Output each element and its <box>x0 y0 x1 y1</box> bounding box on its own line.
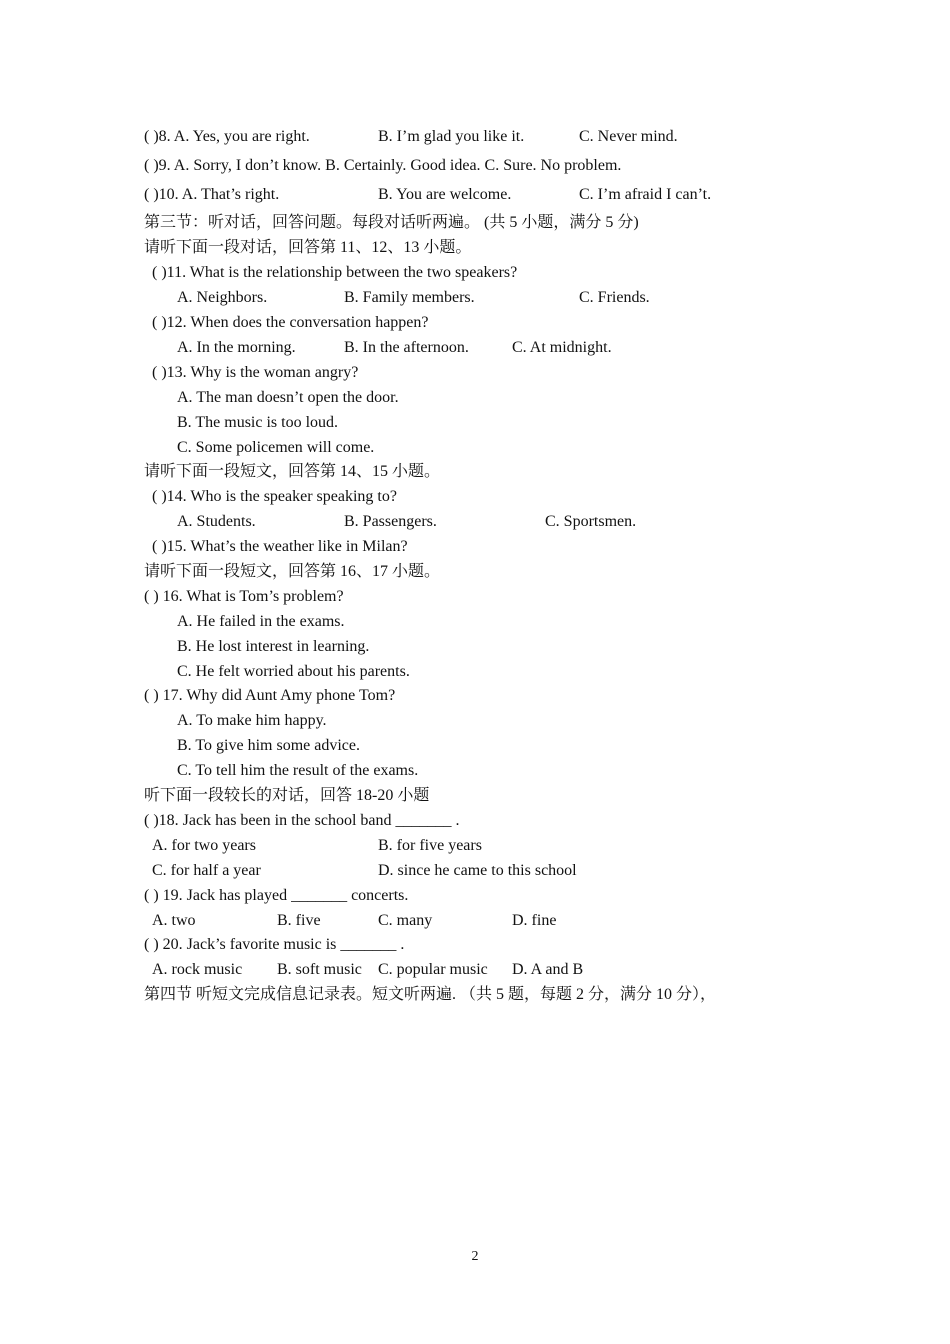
q9-line: ( )9. A. Sorry, I don’t know. B. Certainly. Good idea. C. Sure. No problem. <box>144 157 622 174</box>
q16-option-b: B. He lost interest in learning. <box>177 638 370 655</box>
q14-option-a: A. Students. <box>177 513 256 530</box>
q11-option-c: C. Friends. <box>579 289 650 306</box>
q17-option-c: C. To tell him the result of the exams. <box>177 762 419 779</box>
page-number: 2 <box>471 1249 479 1264</box>
q10-option-b: B. You are welcome. <box>378 186 512 203</box>
q19-option-a: A. two <box>152 912 196 929</box>
q8-option-c: C. Never mind. <box>579 128 678 145</box>
q18-option-d: D. since he came to this school <box>378 862 577 879</box>
q11-option-b: B. Family members. <box>344 289 475 306</box>
q12-stem: ( )12. When does the conversation happen? <box>152 314 429 331</box>
section4-header: 第四节 听短文完成信息记录表。短文听两遍. （共 5 题，每题 2 分，满分 10 分）， <box>144 986 717 1003</box>
section3-header: 第三节：听对话，回答问题。每段对话听两遍。 (共 5 小题，满分 5 分) <box>144 214 639 231</box>
q19-option-d: D. fine <box>512 912 557 929</box>
dialogue1-intro: 请听下面一段对话，回答第 11、12、13 小题。 <box>144 239 472 256</box>
q16-option-a: A. He failed in the exams. <box>177 613 345 630</box>
q14-option-c: C. Sportsmen. <box>545 513 637 530</box>
q19-option-c: C. many <box>378 912 433 929</box>
q10-option-c: C. I’m afraid I can’t. <box>579 186 712 203</box>
q16-option-c: C. He felt worried about his parents. <box>177 663 410 680</box>
q10-stem: ( )10. A. That’s right. <box>144 186 280 203</box>
q19-option-b: B. five <box>277 912 321 929</box>
q17-stem: ( ) 17. Why did Aunt Amy phone Tom? <box>144 687 396 704</box>
q18-option-a: A. for two years <box>152 837 256 854</box>
q13-option-b: B. The music is too loud. <box>177 414 339 431</box>
q14-option-b: B. Passengers. <box>344 513 437 530</box>
q13-stem: ( )13. Why is the woman angry? <box>152 364 359 381</box>
q8-stem: ( )8. A. Yes, you are right. <box>144 128 310 145</box>
q20-option-b: B. soft music <box>277 961 362 978</box>
q16-stem: ( ) 16. What is Tom’s problem? <box>144 588 344 605</box>
passage1-intro: 请听下面一段短文，回答第 14、15 小题。 <box>144 463 441 480</box>
q12-option-c: C. At midnight. <box>512 339 612 356</box>
q11-option-a: A. Neighbors. <box>177 289 268 306</box>
q20-option-c: C. popular music <box>378 961 488 978</box>
q12-option-b: B. In the afternoon. <box>344 339 469 356</box>
q11-stem: ( )11. What is the relationship between the two speakers? <box>152 264 518 281</box>
q18-option-b: B. for five years <box>378 837 482 854</box>
dialogue2-intro: 听下面一段较长的对话，回答 18-20 小题 <box>144 787 430 804</box>
passage2-intro: 请听下面一段短文，回答第 16、17 小题。 <box>144 563 441 580</box>
q20-stem: ( ) 20. Jack’s favorite music is _______ . <box>144 936 405 953</box>
q15-stem: ( )15. What’s the weather like in Milan? <box>152 538 408 555</box>
q19-stem: ( ) 19. Jack has played _______ concerts. <box>144 887 409 904</box>
q17-option-b: B. To give him some advice. <box>177 737 360 754</box>
q18-option-c: C. for half a year <box>152 862 261 879</box>
q12-option-a: A. In the morning. <box>177 339 296 356</box>
q20-option-d: D. A and B <box>512 961 584 978</box>
q20-option-a: A. rock music <box>152 961 243 978</box>
q14-stem: ( )14. Who is the speaker speaking to? <box>152 488 397 505</box>
q18-stem: ( )18. Jack has been in the school band _______ . <box>144 812 460 829</box>
q13-option-a: A. The man doesn’t open the door. <box>177 389 399 406</box>
q8-option-b: B. I’m glad you like it. <box>378 128 525 145</box>
q17-option-a: A. To make him happy. <box>177 712 327 729</box>
q13-option-c: C. Some policemen will come. <box>177 439 375 456</box>
